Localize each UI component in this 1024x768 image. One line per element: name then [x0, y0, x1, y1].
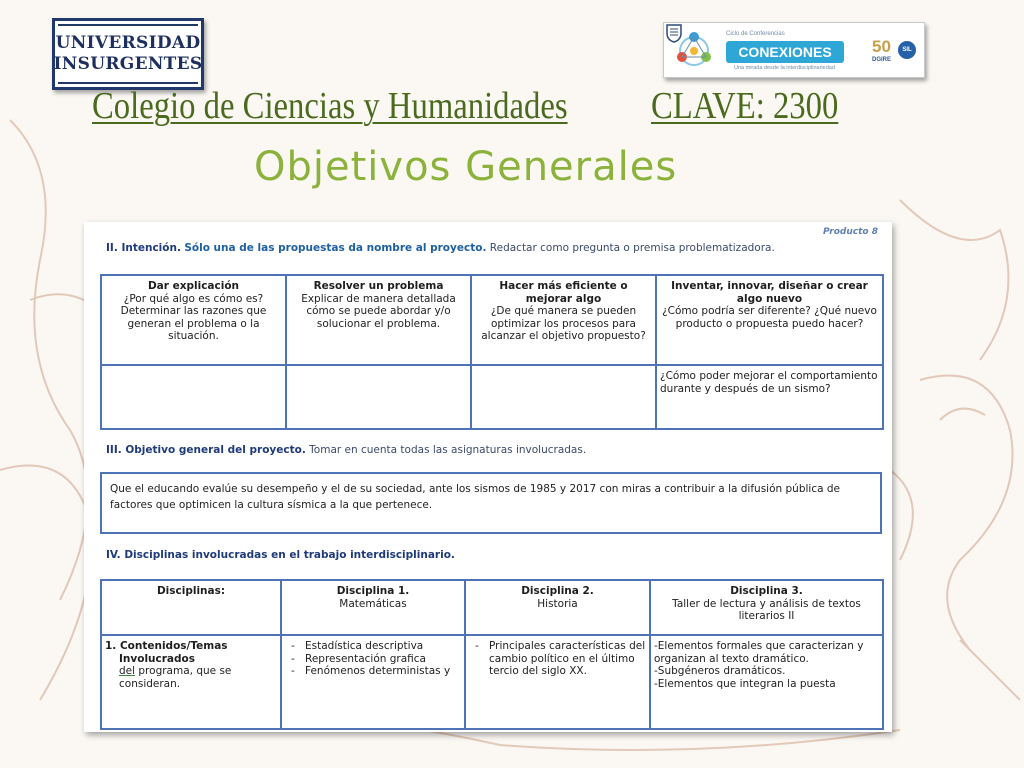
intencion-col-resolver — [286, 275, 471, 365]
disciplinas-label: Disciplinas: — [156, 585, 226, 597]
disciplina-2-header — [465, 580, 650, 635]
list-item: -Elementos que integran la puesta — [654, 677, 836, 690]
disciplinas-heading — [106, 549, 455, 561]
contenidos-link-word: del — [119, 665, 136, 677]
logo-line-2: INSURGENTES — [53, 54, 203, 74]
disciplina-name: Historia — [537, 597, 578, 610]
page-subtitle: Objetivos Generales — [254, 144, 678, 190]
intencion-col-explicacion — [101, 275, 286, 365]
clave-code: CLAVE: 2300 — [651, 85, 839, 127]
historia-contents — [465, 635, 650, 729]
taller-contents — [650, 635, 883, 729]
list-item: - Estadística descriptiva — [285, 640, 461, 653]
unam-shield-icon — [664, 23, 684, 43]
conexiones-top-text: Ciclo de Conferencias — [726, 31, 785, 37]
contenidos-text: programa, que se consideran. — [119, 665, 232, 690]
disciplinas-header-cell — [101, 580, 281, 635]
intencion-col-mejorar — [471, 275, 656, 365]
sil-badge: SIL — [898, 41, 916, 59]
intencion-answer-empty-2 — [286, 365, 471, 429]
disciplina-title: Disciplina 3. — [730, 585, 803, 597]
worksheet-document — [84, 222, 892, 732]
intencion-answer-empty-1 — [101, 365, 286, 429]
conexiones-logo — [663, 22, 925, 78]
disciplinas-table — [100, 579, 884, 730]
list-item: -Subgéneros dramáticos. — [654, 665, 786, 677]
conexiones-tagline: Una mirada desde la interdisciplinariedad — [734, 65, 835, 71]
college-name: Colegio de Ciencias y Humanidades — [92, 85, 568, 127]
matematicas-contents — [281, 635, 465, 729]
universidad-insurgentes-logo — [52, 18, 204, 90]
intencion-bold-note: Sólo una de las propuestas da nombre al proyecto. — [184, 242, 487, 254]
conexiones-label: CONEXIONES — [726, 41, 844, 63]
list-item: -Elementos formales que caracterizan y organizan al texto dramático. — [654, 640, 864, 665]
page-title — [92, 82, 839, 130]
disciplina-3-header — [650, 580, 883, 635]
col-text: ¿Por qué algo es cómo es? Determinar las razones que generan el problema o la situación. — [120, 292, 267, 342]
intencion-answer: ¿Cómo poder mejorar el comportamiento durante y después de un sismo? — [656, 365, 883, 429]
intencion-heading — [106, 242, 775, 254]
intencion-number: II. Intención. — [106, 242, 181, 254]
disciplinas-number: IV. Disciplinas involucradas en el trabajo interdisciplinario. — [106, 549, 455, 561]
intencion-col-inventar — [656, 275, 883, 365]
disciplina-title: Disciplina 1. — [336, 585, 410, 597]
intencion-instruction: Redactar como pregunta o premisa problematizadora. — [489, 242, 775, 254]
col-text: Explicar de manera detallada cómo se puede abordar y/o solucionar el problema. — [301, 292, 456, 330]
col-title: Hacer más eficiente o mejorar algo — [499, 280, 628, 305]
intencion-answer-empty-3 — [471, 365, 656, 429]
anniversary-50-mark: 50 — [872, 37, 891, 56]
list-item: - Principales características del cambio político en el último tercio del siglo XX. — [469, 640, 646, 678]
disciplina-name: Matemáticas — [339, 597, 407, 610]
logo-line-1: UNIVERSIDAD — [55, 33, 201, 53]
contenidos-label-cell — [101, 635, 281, 729]
disciplina-name: Taller de lectura y análisis de textos literarios II — [672, 597, 861, 622]
anniversary-sub-mark: DGIRE — [872, 57, 892, 63]
objetivo-heading — [106, 444, 586, 456]
col-title: Inventar, innovar, diseñar o crear algo nuevo — [671, 280, 868, 305]
intencion-table — [100, 274, 884, 430]
list-item: - Representación grafica — [285, 653, 461, 666]
disciplina-title: Disciplina 2. — [521, 585, 594, 597]
objetivo-instruction: Tomar en cuenta todas las asignaturas involucradas. — [309, 444, 587, 456]
contenidos-subtitle: Involucrados — [119, 652, 195, 665]
list-item: - Fenómenos deterministas y — [285, 665, 461, 678]
objetivo-text: Que el educando evalúe su desempeño y el de su sociedad, ante los sismos de 1985 y 2017 con miras a contribuir a la difusión pública de factores que optimicen la cultura sísmica a la que pertenece. — [100, 472, 882, 534]
col-text: ¿Cómo podría ser diferente? ¿Qué nuevo producto o propuesta puedo hacer? — [662, 305, 877, 330]
disciplina-1-header — [281, 580, 465, 635]
col-text: ¿De qué manera se pueden optimizar los procesos para alcanzar el objetivo propuesto? — [481, 305, 646, 342]
col-title: Resolver un problema — [313, 280, 444, 292]
product-label: Producto 8 — [822, 227, 878, 237]
objetivo-number: III. Objetivo general del proyecto. — [106, 444, 306, 456]
col-title: Dar explicación — [147, 280, 240, 292]
contenidos-title: 1. Contenidos/Temas — [105, 640, 228, 652]
